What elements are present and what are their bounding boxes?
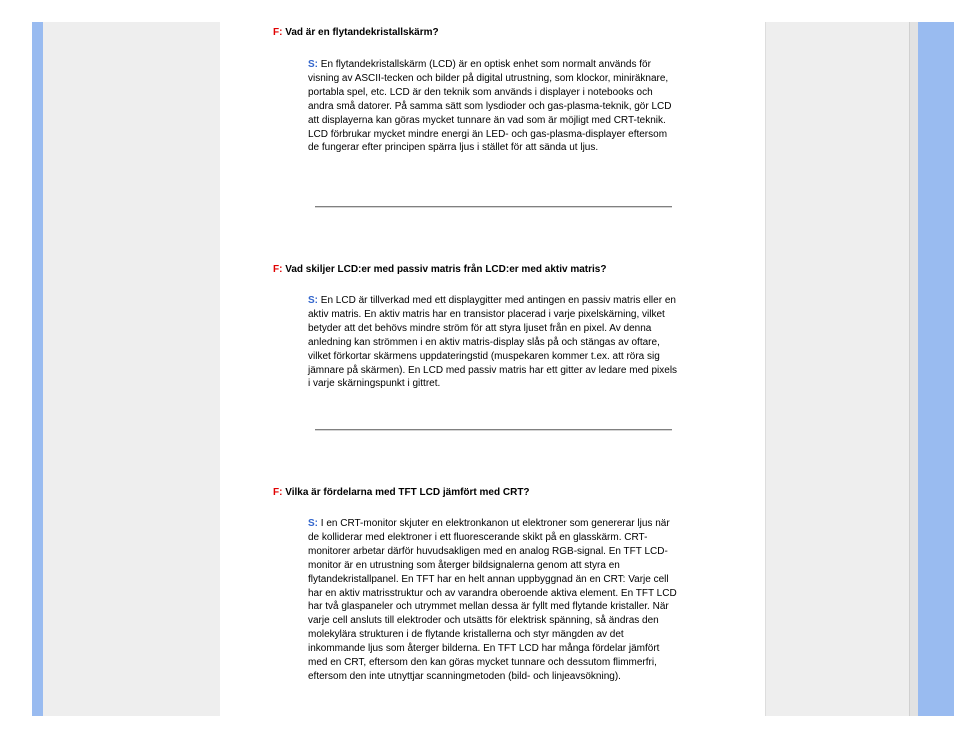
right-accent-strip: [918, 22, 954, 716]
faq-question-2: [273, 264, 606, 275]
question-prefix: F:: [273, 487, 283, 498]
left-sidebar: [43, 22, 220, 716]
faq-question-1: [273, 27, 439, 38]
question-text: Vad skiljer LCD:er med passiv matris från LCD:er med aktiv matris?: [285, 264, 607, 275]
right-sidebar: [765, 22, 910, 716]
question-prefix: F:: [273, 264, 283, 275]
question-prefix: F:: [273, 27, 283, 38]
faq-answer-1: [308, 58, 678, 155]
faq-content: [220, 22, 765, 716]
faq-question-3: [273, 487, 530, 498]
answer-prefix: S:: [308, 295, 318, 306]
left-accent-strip: [32, 22, 43, 716]
faq-divider-1: [315, 206, 672, 208]
answer-text: En LCD är tillverkad med ett displaygitter med antingen en passiv matris eller en aktiv matris. En aktiv matris har en transistor placerad i varje pixelskärning, vilket betyder att det behövs mindre ström för att styra ljuset från en pixel. Av denna anledning kan strömmen i en aktiv matris-display slås på och stängas av oftare, vilket förkortar skärmens uppdateringstid (muspekaren kommer t.ex. att röra sig jämnare på skärmen). En LCD med passiv matris har ett gitter av ledare med pixels i varje skärningspunkt i gittret.: [308, 295, 678, 390]
answer-prefix: S:: [308, 59, 318, 70]
answer-text: I en CRT-monitor skjuter en elektronkanon ut elektroner som genererar ljus när de kolliderar med elektroner i ett fluorescerande skikt på en glasskärm. CRT-monitorer arbetar därför huvudsakligen med en analog RGB-signal. En TFT LCD-monitor är en utrustning som återger bildsignalerna genom att styra en flytandekristallpanel. En TFT har en helt annan uppbyggnad än en CRT: Varje cell har en aktiv matrisstruktur och av varandra oberoende aktiva element. En TFT LCD har två glaspaneler och utrymmet mellan dessa är fyllt med flytande kristaller. När varje cell ansluts till elektroder och utsätts för elektrisk spänning, så ändras den molekylära strukturen i de flytande kristallerna och styr mängden av det inkommande ljus som återger bilderna. En TFT LCD har många fördelar jämfört med en CRT, eftersom den kan göras mycket tunnare och dessutom flimmerfri, eftersom den inte utnyttjar scanningmetoden (bild- och linjeavsökning).: [308, 518, 677, 682]
faq-divider-2: [315, 429, 672, 431]
faq-answer-2: [308, 294, 678, 391]
answer-text: En flytandekristallskärm (LCD) är en optisk enhet som normalt används för visning av ASCII-tecken och bilder på digital utrustning, som klockor, miniräknare, portabla spel, etc. LCD är den teknik som används i displayer i notebooks och andra små datorer. På samma sätt som lysdioder och gas-plasma-teknik, gör LCD att displayerna kan göras mycket tunnare än vad som är möjligt med CRT-teknik. LCD förbrukar mycket mindre energi än LED- och gas-plasma-displayer eftersom de fungerar efter principen spärra ljus i stället för att sända ut ljus.: [308, 59, 672, 154]
answer-prefix: S:: [308, 518, 318, 529]
faq-answer-3: [308, 517, 678, 684]
question-text: Vilka är fördelarna med TFT LCD jämfört med CRT?: [285, 487, 530, 498]
question-text: Vad är en flytandekristallskärm?: [285, 27, 439, 38]
